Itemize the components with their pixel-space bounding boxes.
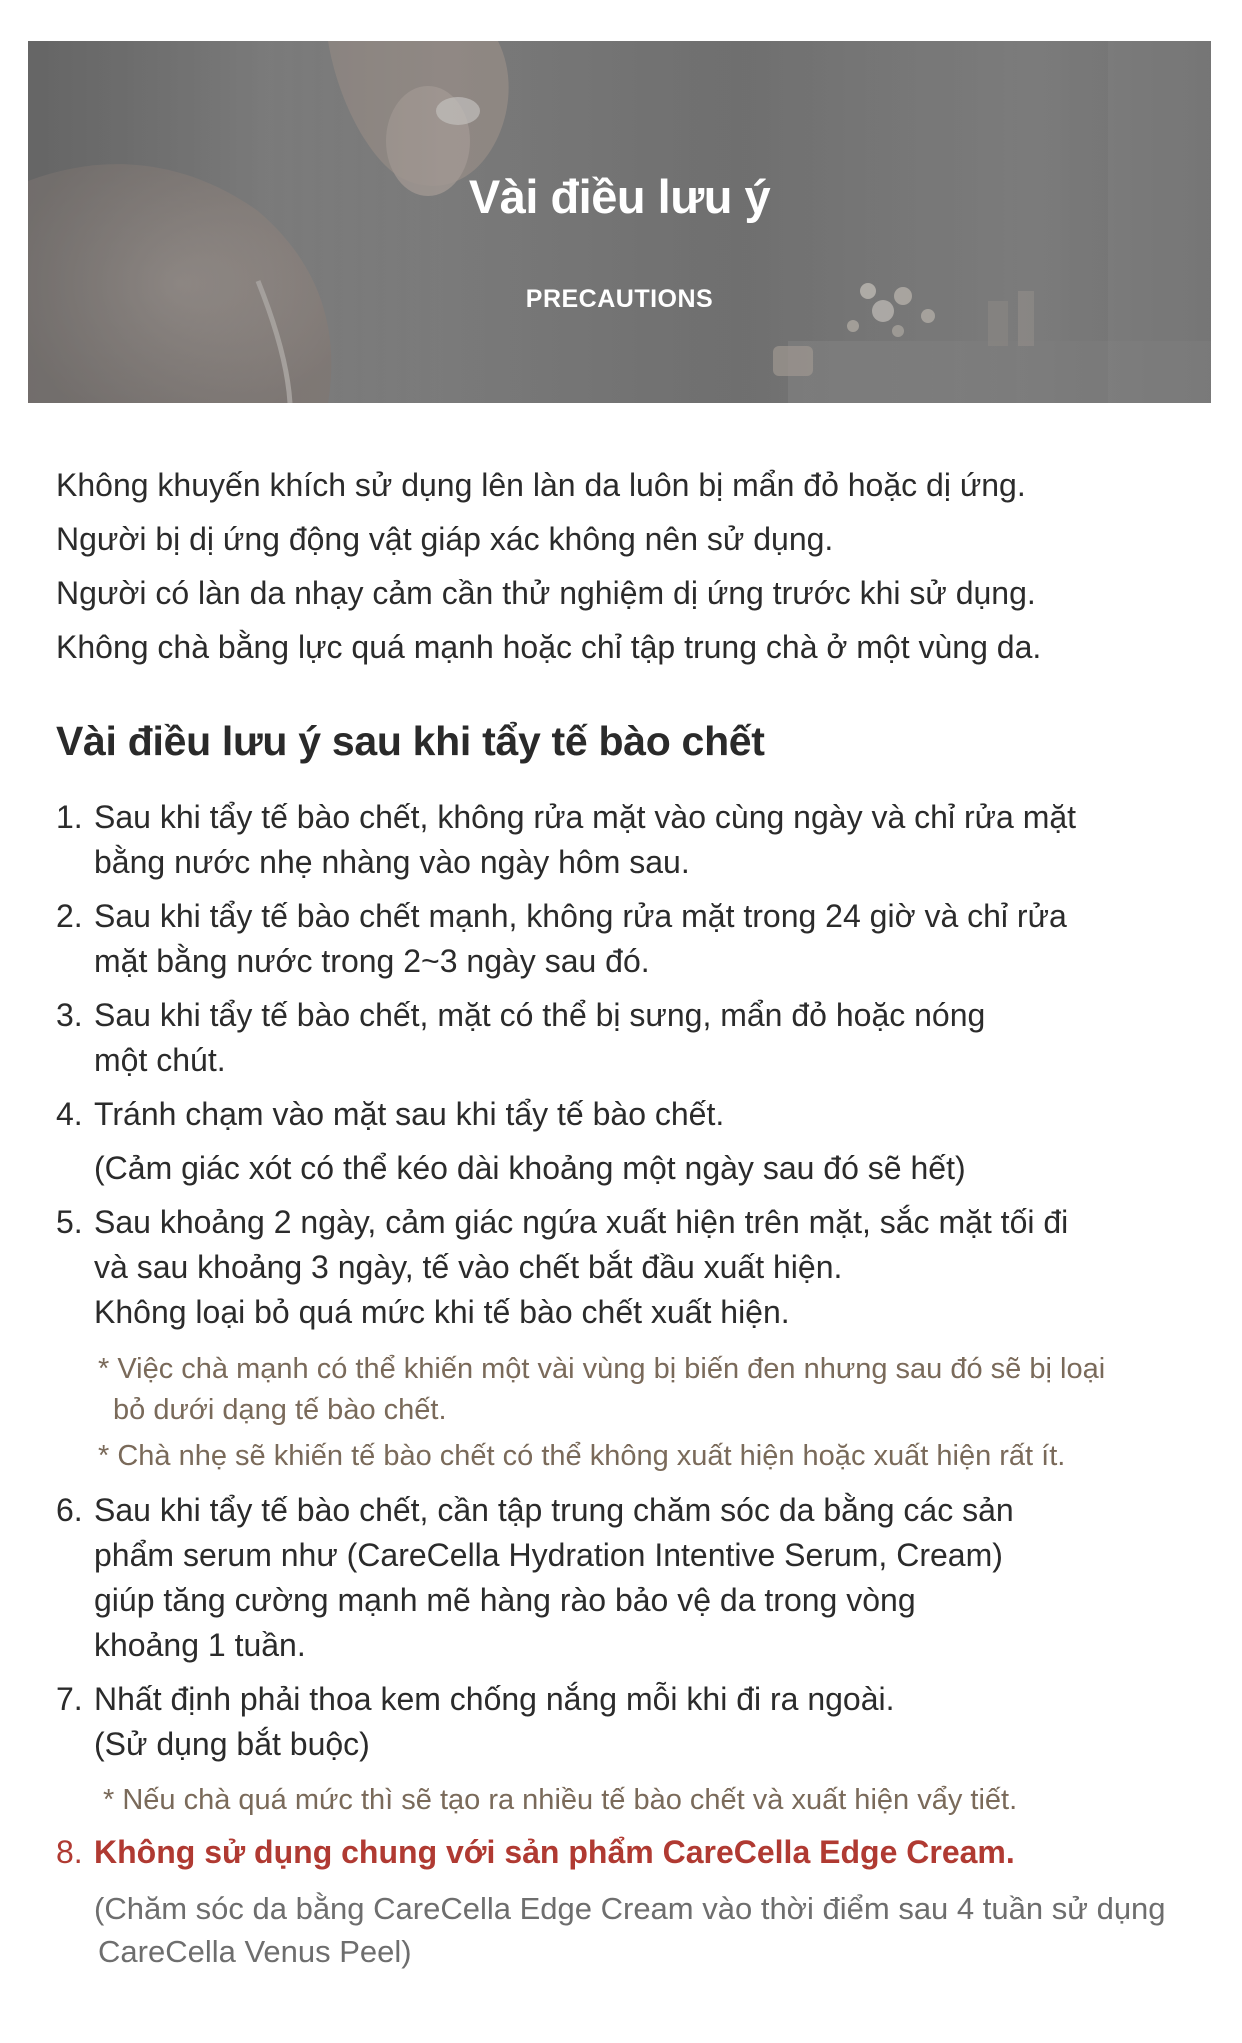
item-text: Sau khi tẩy tế bào chết, không rửa mặt vào cùng ngày và chỉ rửa mặt [94, 799, 1077, 835]
intro-list [56, 458, 1206, 674]
item-text: Sau khi tẩy tế bào chết mạnh, không rửa mặt trong 24 giờ và chỉ rửa [94, 898, 1067, 934]
item-text: khoảng 1 tuần. [94, 1627, 306, 1663]
item-text: mặt bằng nước trong 2~3 ngày sau đó. [94, 943, 650, 979]
section-heading: Vài điều lưu ý sau khi tẩy tế bào chết [56, 718, 765, 764]
item-subtext: (Chăm sóc da bằng CareCella Edge Cream vào thời điểm sau 4 tuần sử dụng [94, 1891, 1166, 1926]
intro-line: Người có làn da nhạy cảm cần thử nghiệm dị ứng trước khi sử dụng. [56, 575, 1036, 611]
item-text: Sau khoảng 2 ngày, cảm giác ngứa xuất hiện trên mặt, sắc mặt tối đi [94, 1204, 1069, 1240]
warning-text: Không sử dụng chung với sản phẩm CareCella Edge Cream. [94, 1834, 1015, 1870]
item-text: bằng nước nhẹ nhàng vào ngày hôm sau. [94, 844, 690, 880]
item-text: (Sử dụng bắt buộc) [94, 1726, 370, 1762]
item-number: 1. [56, 799, 83, 835]
banner-title: Vài điều lưu ý [468, 170, 771, 223]
item-text: một chút. [94, 1042, 226, 1078]
intro-line: Không chà bằng lực quá mạnh hoặc chỉ tập trung chà ở một vùng da. [56, 629, 1042, 665]
item-text: phẩm serum như (CareCella Hydration Intentive Serum, Cream) [94, 1537, 1003, 1573]
intro-line: Người bị dị ứng động vật giáp xác không nên sử dụng. [56, 521, 834, 557]
item-text: và sau khoảng 3 ngày, tế vào chết bắt đầu xuất hiện. [94, 1249, 843, 1285]
item-text: giúp tăng cường mạnh mẽ hàng rào bảo vệ da trong vòng [94, 1582, 916, 1618]
note-text: * Nếu chà quá mức thì sẽ tạo ra nhiều tế bào chết và xuất hiện vẩy tiết. [103, 1784, 1018, 1816]
item-number: 8. [56, 1834, 83, 1870]
note-text: bỏ dưới dạng tế bào chết. [113, 1394, 447, 1426]
item-text: (Cảm giác xót có thể kéo dài khoảng một ngày sau đó sẽ hết) [94, 1150, 966, 1186]
item-text: Sau khi tẩy tế bào chết, cần tập trung chăm sóc da bằng các sản [94, 1492, 1014, 1528]
item-text: Nhất định phải thoa kem chống nắng mỗi khi đi ra ngoài. [94, 1681, 895, 1717]
item-text: Không loại bỏ quá mức khi tế bào chết xuất hiện. [94, 1294, 790, 1330]
item-number: 7. [56, 1681, 83, 1717]
item-subtext: CareCella Venus Peel) [98, 1934, 412, 1969]
item-number: 3. [56, 997, 83, 1033]
item-number: 2. [56, 898, 83, 934]
item-text: Tránh chạm vào mặt sau khi tẩy tế bào chết. [94, 1096, 725, 1132]
header-banner [28, 41, 1211, 403]
intro-line: Không khuyến khích sử dụng lên làn da luôn bị mẩn đỏ hoặc dị ứng. [56, 467, 1026, 503]
item-number: 6. [56, 1492, 83, 1528]
note-text: * Việc chà mạnh có thể khiến một vài vùng bị biến đen nhưng sau đó sẽ bị loại [98, 1353, 1106, 1385]
item-text: Sau khi tẩy tế bào chết, mặt có thể bị sưng, mẩn đỏ hoặc nóng [94, 997, 986, 1033]
banner-subtitle: PRECAUTIONS [525, 285, 714, 313]
item-number: 4. [56, 1096, 83, 1132]
item-number: 5. [56, 1204, 83, 1240]
note-text: * Chà nhẹ sẽ khiến tế bào chết có thể không xuất hiện hoặc xuất hiện rất ít. [98, 1440, 1066, 1472]
